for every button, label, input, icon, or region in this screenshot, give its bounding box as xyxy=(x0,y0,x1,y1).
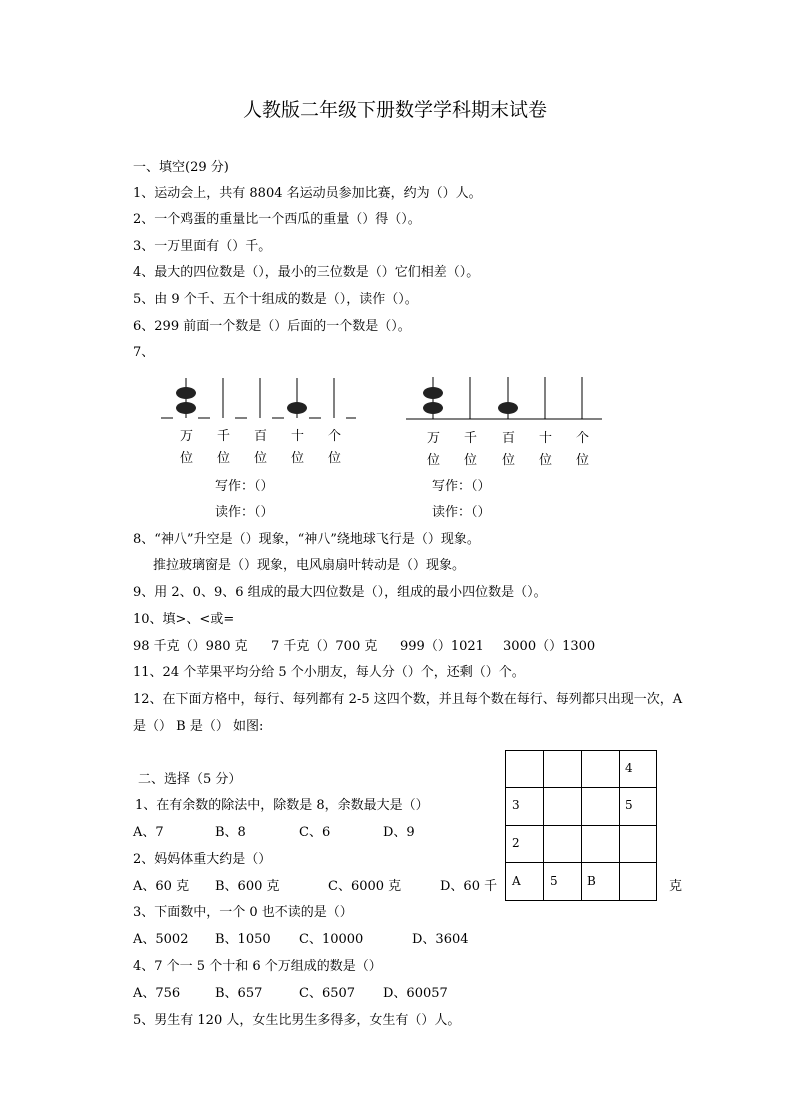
grid-cell-r2c4: 5 xyxy=(625,798,633,812)
question-10: 10、填>、<或= xyxy=(133,612,235,627)
question-9: 9、用 2、0、9、6 组成的最大四位数是（），组成的最小四位数是（）。 xyxy=(133,585,547,600)
question-12-line-1: 12、在下面方格中，每行、每列都有 2-5 这四个数，并且每个数在每行、每列都只出现一次，A xyxy=(133,692,683,707)
question-6: 6、299 前面一个数是（）后面的一个数是（）。 xyxy=(133,319,411,334)
question-5: 5、由 9 个千、五个十组成的数是（），读作（）。 xyxy=(133,292,418,307)
grid-cell-r3c1: 2 xyxy=(512,836,520,850)
grid-cell-r4c1: A xyxy=(512,874,521,888)
grid-cell-r4c2: 5 xyxy=(550,874,558,888)
choice-4-option-c: C、6507 xyxy=(299,986,356,1001)
abacus-right-label-wei: 位 xyxy=(539,453,553,468)
choice-1-option-d: D、9 xyxy=(383,825,415,840)
choice-3-option-a: A、5002 xyxy=(133,932,189,947)
section1-heading: 一、填空(29 分) xyxy=(133,160,229,175)
abacus-right-label-wei: 位 xyxy=(576,453,590,468)
abacus-left-read-label: 读作：（） xyxy=(215,505,274,520)
abacus-right-label-ge: 个 xyxy=(576,431,590,446)
abacus-left-write-label: 写作：（） xyxy=(215,479,274,494)
abacus-right-label-wei: 位 xyxy=(427,453,441,468)
choice-question-1: 1、在有余数的除法中，除数是 8，余数最大是（） xyxy=(135,798,429,813)
abacus-left-label-bai: 百 xyxy=(254,429,268,444)
abacus-right-read-label: 读作：（） xyxy=(432,505,491,520)
abacus-left-label-wan: 万 xyxy=(180,429,194,444)
abacus-left-label-wei: 位 xyxy=(180,451,194,466)
choice-1-option-c: C、6 xyxy=(299,825,331,840)
section2-heading: 二、选择（5 分） xyxy=(138,772,242,787)
choice-4-option-b: B、657 xyxy=(215,986,263,1001)
question-7: 7、 xyxy=(133,345,155,360)
question-11: 11、24 个苹果平均分给 5 个小朋友，每人分（）个，还剩（）个。 xyxy=(133,665,525,680)
choice-2-option-d: D、60 千 xyxy=(440,879,498,894)
abacus-left-label-ge: 个 xyxy=(328,429,342,444)
choice-question-5: 5、男生有 120 人，女生比男生多得多，女生有（）人。 xyxy=(133,1013,461,1028)
abacus-right-label-wei: 位 xyxy=(464,453,478,468)
abacus-left-label-wei: 位 xyxy=(291,451,305,466)
abacus-right-label-bai: 百 xyxy=(502,431,516,446)
choice-3-option-d: D、3604 xyxy=(412,932,469,947)
choice-2-option-c: C、6000 克 xyxy=(328,879,402,894)
choice-4-option-d: D、60057 xyxy=(383,986,448,1001)
question-12-line-2: 是（） B 是（） 如图: xyxy=(133,719,264,734)
abacus-left-label-qian: 千 xyxy=(217,429,231,444)
grid-cell-r1c4: 4 xyxy=(625,761,633,775)
choice-2-option-b: B、600 克 xyxy=(215,879,280,894)
abacus-left-label-wei: 位 xyxy=(217,451,231,466)
question-10-item-4: 3000（）1300 xyxy=(503,639,596,654)
choice-3-option-c: C、10000 xyxy=(299,932,364,947)
question-2: 2、一个鸡蛋的重量比一个西瓜的重量（）得（）。 xyxy=(133,212,421,227)
abacus-left-label-shi: 十 xyxy=(291,429,305,444)
abacus-left-label-wei: 位 xyxy=(254,451,268,466)
choice-1-option-a: A、7 xyxy=(133,825,164,840)
choice-3-option-b: B、1050 xyxy=(215,932,271,947)
page-title: 人教版二年级下册数学学科期末试卷 xyxy=(242,99,547,121)
question-10-item-3: 999（）1021 xyxy=(400,639,484,654)
choice-2-option-a: A、60 克 xyxy=(133,879,190,894)
choice-question-2: 2、妈妈体重大约是（） xyxy=(133,852,272,867)
question-1: 1、运动会上，共有 8804 名运动员参加比赛，约为（）人。 xyxy=(133,186,482,201)
abacus-left-label-wei: 位 xyxy=(328,451,342,466)
abacus-right-label-shi: 十 xyxy=(539,431,553,446)
question-10-item-1: 98 千克（）980 克 xyxy=(133,639,248,654)
question-8-line-2: 推拉玻璃窗是（）现象，电风扇扇叶转动是（）现象。 xyxy=(153,558,466,573)
question-8-line-1: 8、“神八”升空是（）现象，“神八”绕地球飞行是（）现象。 xyxy=(133,532,480,547)
grid-cell-r2c1: 3 xyxy=(512,798,520,812)
abacus-right-write-label: 写作：（） xyxy=(432,479,491,494)
choice-1-option-b: B、8 xyxy=(215,825,246,840)
grid-cell-r4c3: B xyxy=(587,874,596,888)
question-3: 3、一万里面有（）千。 xyxy=(133,239,272,254)
abacus-right-label-wan: 万 xyxy=(427,431,441,446)
choice-question-3: 3、下面数中，一个 0 也不读的是（） xyxy=(133,905,353,920)
choice-question-4: 4、7 个一 5 个十和 6 个万组成的数是（） xyxy=(133,959,382,974)
choice-2-option-d-unit: 克 xyxy=(669,879,683,894)
abacus-right-label-qian: 千 xyxy=(464,431,478,446)
abacus-right-label-wei: 位 xyxy=(502,453,516,468)
choice-4-option-a: A、756 xyxy=(133,986,181,1001)
question-4: 4、最大的四位数是（），最小的三位数是（）它们相差（）。 xyxy=(133,265,480,280)
question-10-item-2: 7 千克（）700 克 xyxy=(271,639,378,654)
